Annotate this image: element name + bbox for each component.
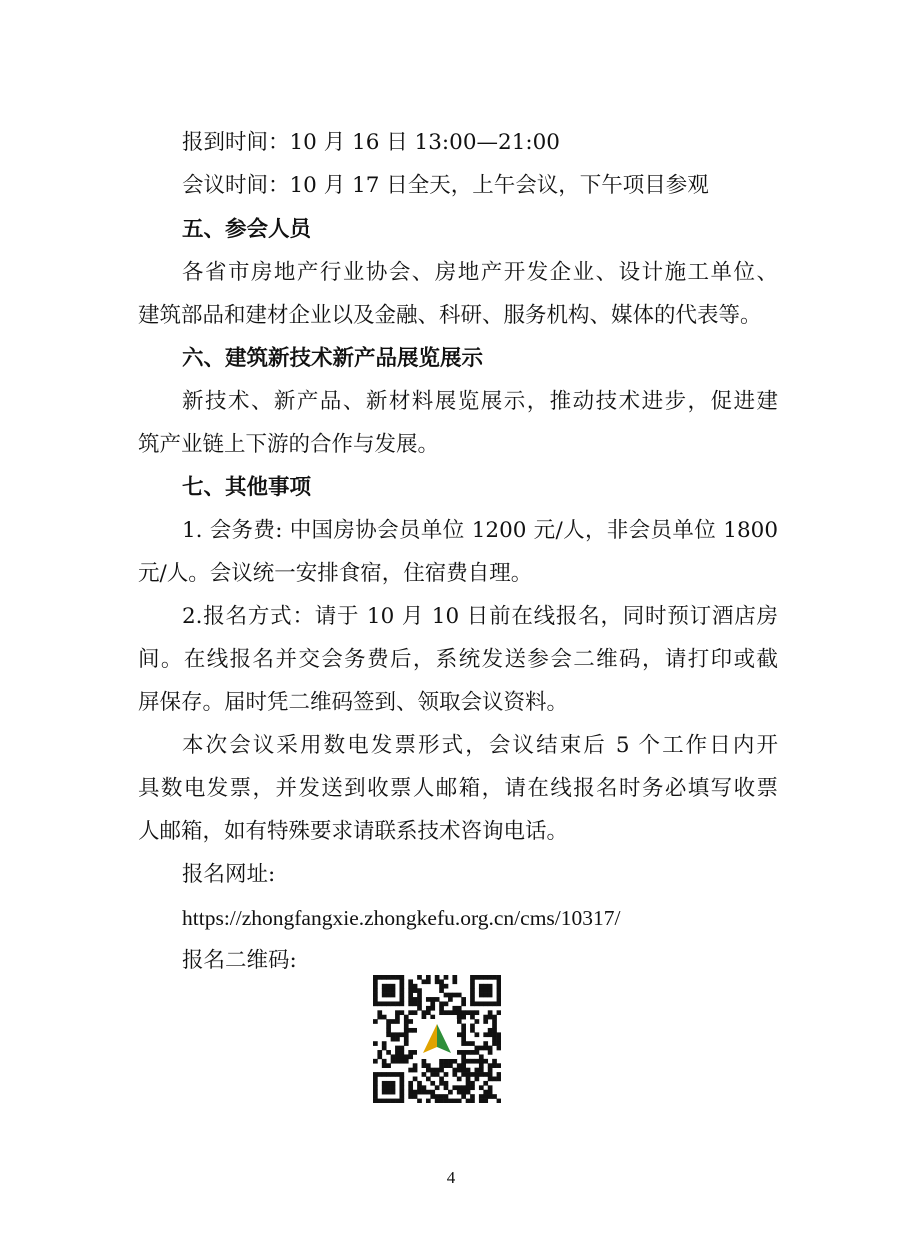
paragraph-line: 2.报名方式：请于 10 月 10 日前在线报名，同时预订酒店房 [182, 604, 778, 629]
paragraph-line: 各省市房地产行业协会、房地产开发企业、设计施工单位、 [182, 260, 778, 285]
paragraph-line: 元/人。会议统一安排食宿，住宿费自理。 [138, 561, 533, 586]
page-number: 4 [446, 1168, 456, 1187]
registration-url-link[interactable]: https://zhongfangxie.zhongkefu.org.cn/cms/10317/ [182, 906, 621, 930]
meeting-time: 会议时间：10 月 17 日全天，上午会议，下午项目参观 [182, 173, 709, 198]
paragraph-line: 屏保存。届时凭二维码签到、领取会议资料。 [138, 690, 569, 715]
qr-code-label: 报名二维码: [182, 948, 297, 973]
paragraph-line: 新技术、新产品、新材料展览展示，推动技术进步，促进建 [182, 389, 778, 414]
paragraph-line: 建筑部品和建材企业以及金融、科研、服务机构、媒体的代表等。 [138, 303, 762, 328]
paragraph-line: 本次会议采用数电发票形式，会议结束后 5 个工作日内开 [182, 733, 778, 758]
section-heading-other-matters: 七、其他事项 [182, 475, 312, 500]
paragraph-line: 人邮箱，如有特殊要求请联系技术咨询电话。 [138, 819, 569, 844]
qr-code-icon[interactable] [373, 975, 501, 1103]
section-heading-attendees: 五、参会人员 [182, 217, 312, 242]
registration-time: 报到时间：10 月 16 日 13:00—21:00 [182, 130, 560, 155]
paragraph-line: 1. 会务费: 中国房协会员单位 1200 元/人，非会员单位 1800 [182, 518, 778, 543]
paragraph-line: 间。在线报名并交会务费后，系统发送参会二维码，请打印或截 [138, 647, 778, 672]
paragraph-line: 筑产业链上下游的合作与发展。 [138, 432, 440, 457]
registration-url-label: 报名网址: [182, 862, 276, 887]
qr-logo [417, 1019, 457, 1059]
section-heading-exhibition: 六、建筑新技术新产品展览展示 [182, 346, 484, 371]
paragraph-line: 具数电发票，并发送到收票人邮箱，请在线报名时务必填写收票 [138, 776, 778, 801]
